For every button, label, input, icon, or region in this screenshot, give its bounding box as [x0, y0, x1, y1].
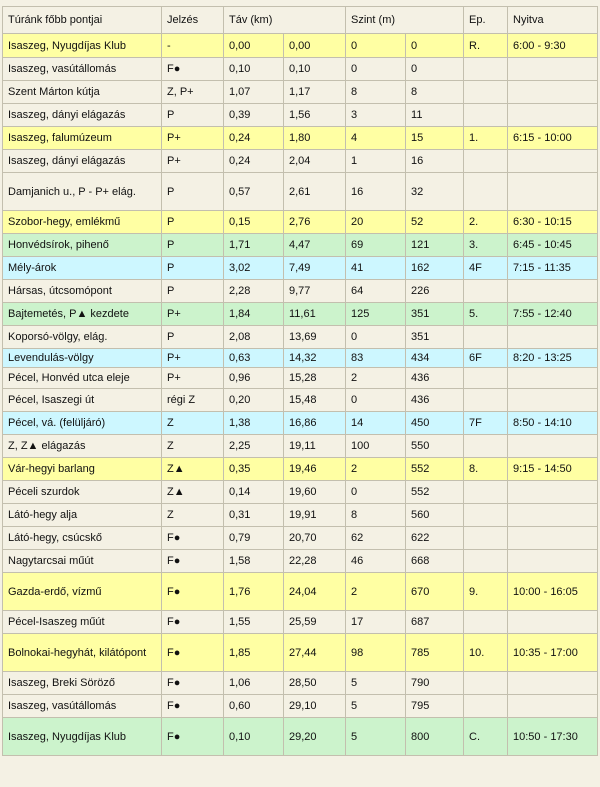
distance-segment: 0,20	[224, 389, 284, 412]
elevation-total: 8	[406, 81, 464, 104]
table-row	[3, 280, 598, 303]
elevation-segment: 20	[346, 211, 406, 234]
elevation-total: 670	[406, 573, 464, 611]
opening-hours: 6:30 - 10:15	[508, 211, 598, 234]
table-row	[3, 550, 598, 573]
distance-total: 1,56	[284, 104, 346, 127]
marking: P	[162, 234, 224, 257]
point-name: Szent Márton kútja	[3, 81, 162, 104]
opening-hours: 8:50 - 14:10	[508, 412, 598, 435]
point-name: Isaszeg, dányi elágazás	[3, 104, 162, 127]
elevation-total: 15	[406, 127, 464, 150]
point-name: Vár-hegyi barlang	[3, 458, 162, 481]
elevation-total: 622	[406, 527, 464, 550]
distance-segment: 0,57	[224, 173, 284, 211]
distance-total: 28,50	[284, 672, 346, 695]
table-row	[3, 257, 598, 280]
point-name: Isaszeg, dányi elágazás	[3, 150, 162, 173]
distance-total: 19,91	[284, 504, 346, 527]
point-name: Látó-hegy, csúcskő	[3, 527, 162, 550]
elevation-total: 121	[406, 234, 464, 257]
distance-segment: 1,07	[224, 81, 284, 104]
checkpoint	[464, 58, 508, 81]
marking: Z, P+	[162, 81, 224, 104]
elevation-segment: 17	[346, 611, 406, 634]
distance-total: 29,10	[284, 695, 346, 718]
marking: F●	[162, 718, 224, 756]
table-row	[3, 211, 598, 234]
elevation-segment: 0	[346, 389, 406, 412]
table-row	[3, 150, 598, 173]
elevation-segment: 0	[346, 58, 406, 81]
marking: P	[162, 326, 224, 349]
point-name: Isaszeg, Nyugdíjas Klub	[3, 718, 162, 756]
table-row	[3, 368, 598, 389]
elevation-segment: 0	[346, 34, 406, 58]
elevation-segment: 4	[346, 127, 406, 150]
checkpoint	[464, 695, 508, 718]
opening-hours	[508, 280, 598, 303]
table-row	[3, 672, 598, 695]
elevation-segment: 1	[346, 150, 406, 173]
checkpoint	[464, 672, 508, 695]
marking: P	[162, 173, 224, 211]
point-name: Péceli szurdok	[3, 481, 162, 504]
table-row	[3, 389, 598, 412]
table-row	[3, 326, 598, 349]
elevation-total: 351	[406, 303, 464, 326]
table-row	[3, 173, 598, 211]
elevation-total: 436	[406, 389, 464, 412]
point-name: Isaszeg, Nyugdíjas Klub	[3, 34, 162, 58]
header-open: Nyitva	[508, 7, 598, 34]
point-name: Levendulás-völgy	[3, 349, 162, 368]
header-checkpoint: Ep.	[464, 7, 508, 34]
distance-segment: 0,14	[224, 481, 284, 504]
elevation-total: 800	[406, 718, 464, 756]
point-name: Z, Z▲ elágazás	[3, 435, 162, 458]
table-row	[3, 573, 598, 611]
distance-total: 29,20	[284, 718, 346, 756]
elevation-segment: 2	[346, 573, 406, 611]
elevation-segment: 46	[346, 550, 406, 573]
distance-segment: 0,10	[224, 718, 284, 756]
checkpoint	[464, 326, 508, 349]
elevation-total: 0	[406, 34, 464, 58]
marking: P	[162, 104, 224, 127]
checkpoint: 10.	[464, 634, 508, 672]
opening-hours: 10:00 - 16:05	[508, 573, 598, 611]
marking: Z	[162, 435, 224, 458]
elevation-segment: 100	[346, 435, 406, 458]
marking: Z▲	[162, 481, 224, 504]
elevation-segment: 5	[346, 718, 406, 756]
table-row	[3, 234, 598, 257]
distance-total: 27,44	[284, 634, 346, 672]
table-row	[3, 34, 598, 58]
elevation-segment: 125	[346, 303, 406, 326]
header-points: Túránk főbb pontjai	[3, 7, 162, 34]
table-row	[3, 81, 598, 104]
distance-total: 2,04	[284, 150, 346, 173]
distance-segment: 2,08	[224, 326, 284, 349]
table-row	[3, 718, 598, 756]
distance-total: 14,32	[284, 349, 346, 368]
header-elevation: Szint (m)	[346, 7, 464, 34]
distance-segment: 1,58	[224, 550, 284, 573]
point-name: Látó-hegy alja	[3, 504, 162, 527]
checkpoint: R.	[464, 34, 508, 58]
checkpoint	[464, 280, 508, 303]
elevation-total: 351	[406, 326, 464, 349]
opening-hours	[508, 504, 598, 527]
point-name: Szobor-hegy, emlékmű	[3, 211, 162, 234]
distance-segment: 0,15	[224, 211, 284, 234]
elevation-total: 162	[406, 257, 464, 280]
elevation-total: 795	[406, 695, 464, 718]
elevation-segment: 0	[346, 481, 406, 504]
point-name: Isaszeg, vasútállomás	[3, 695, 162, 718]
distance-total: 1,17	[284, 81, 346, 104]
distance-segment: 0,63	[224, 349, 284, 368]
checkpoint: 6F	[464, 349, 508, 368]
elevation-total: 226	[406, 280, 464, 303]
opening-hours	[508, 550, 598, 573]
elevation-segment: 64	[346, 280, 406, 303]
distance-total: 19,60	[284, 481, 346, 504]
distance-total: 9,77	[284, 280, 346, 303]
elevation-total: 668	[406, 550, 464, 573]
distance-segment: 0,35	[224, 458, 284, 481]
elevation-segment: 3	[346, 104, 406, 127]
elevation-total: 52	[406, 211, 464, 234]
distance-total: 11,61	[284, 303, 346, 326]
checkpoint	[464, 611, 508, 634]
elevation-total: 16	[406, 150, 464, 173]
distance-segment: 0,79	[224, 527, 284, 550]
checkpoint: 4F	[464, 257, 508, 280]
elevation-total: 687	[406, 611, 464, 634]
distance-total: 0,00	[284, 34, 346, 58]
distance-total: 7,49	[284, 257, 346, 280]
distance-total: 24,04	[284, 573, 346, 611]
table-row	[3, 634, 598, 672]
checkpoint	[464, 527, 508, 550]
table-row	[3, 527, 598, 550]
elevation-total: 560	[406, 504, 464, 527]
marking: F●	[162, 58, 224, 81]
distance-segment: 1,76	[224, 573, 284, 611]
distance-total: 19,46	[284, 458, 346, 481]
checkpoint: 9.	[464, 573, 508, 611]
header-distance: Táv (km)	[224, 7, 346, 34]
opening-hours	[508, 611, 598, 634]
opening-hours: 7:15 - 11:35	[508, 257, 598, 280]
checkpoint: 3.	[464, 234, 508, 257]
table-row	[3, 127, 598, 150]
route-table	[2, 6, 598, 756]
checkpoint	[464, 435, 508, 458]
opening-hours	[508, 672, 598, 695]
table-row	[3, 481, 598, 504]
elevation-total: 450	[406, 412, 464, 435]
distance-segment: 0,39	[224, 104, 284, 127]
header-row	[3, 7, 598, 34]
marking: F●	[162, 672, 224, 695]
distance-segment: 0,96	[224, 368, 284, 389]
checkpoint: 1.	[464, 127, 508, 150]
marking: F●	[162, 695, 224, 718]
table-row	[3, 412, 598, 435]
opening-hours: 9:15 - 14:50	[508, 458, 598, 481]
marking: F●	[162, 527, 224, 550]
distance-segment: 0,24	[224, 127, 284, 150]
marking: Z	[162, 412, 224, 435]
distance-total: 25,59	[284, 611, 346, 634]
elevation-segment: 8	[346, 504, 406, 527]
marking: Z▲	[162, 458, 224, 481]
distance-segment: 1,38	[224, 412, 284, 435]
checkpoint	[464, 150, 508, 173]
marking: P	[162, 280, 224, 303]
opening-hours	[508, 58, 598, 81]
checkpoint: 8.	[464, 458, 508, 481]
table-row	[3, 695, 598, 718]
opening-hours: 6:00 - 9:30	[508, 34, 598, 58]
distance-segment: 0,31	[224, 504, 284, 527]
elevation-segment: 62	[346, 527, 406, 550]
distance-segment: 0,24	[224, 150, 284, 173]
marking: P+	[162, 303, 224, 326]
opening-hours: 10:50 - 17:30	[508, 718, 598, 756]
elevation-total: 790	[406, 672, 464, 695]
distance-total: 2,76	[284, 211, 346, 234]
header-marking: Jelzés	[162, 7, 224, 34]
table-row	[3, 611, 598, 634]
opening-hours	[508, 173, 598, 211]
table-row	[3, 349, 598, 368]
point-name: Damjanich u., P - P+ elág.	[3, 173, 162, 211]
marking: P	[162, 257, 224, 280]
opening-hours	[508, 368, 598, 389]
opening-hours	[508, 695, 598, 718]
distance-segment: 3,02	[224, 257, 284, 280]
opening-hours: 7:55 - 12:40	[508, 303, 598, 326]
distance-total: 1,80	[284, 127, 346, 150]
elevation-segment: 14	[346, 412, 406, 435]
distance-total: 15,28	[284, 368, 346, 389]
distance-segment: 0,60	[224, 695, 284, 718]
checkpoint	[464, 550, 508, 573]
checkpoint	[464, 389, 508, 412]
marking: régi Z	[162, 389, 224, 412]
elevation-total: 550	[406, 435, 464, 458]
marking: P+	[162, 127, 224, 150]
elevation-segment: 83	[346, 349, 406, 368]
elevation-total: 32	[406, 173, 464, 211]
point-name: Hársas, útcsomópont	[3, 280, 162, 303]
checkpoint	[464, 481, 508, 504]
opening-hours	[508, 81, 598, 104]
distance-segment: 1,84	[224, 303, 284, 326]
elevation-total: 11	[406, 104, 464, 127]
table-row	[3, 458, 598, 481]
distance-total: 4,47	[284, 234, 346, 257]
point-name: Pécel, vá. (felüljáró)	[3, 412, 162, 435]
elevation-total: 552	[406, 481, 464, 504]
point-name: Honvédsírok, pihenő	[3, 234, 162, 257]
checkpoint: 2.	[464, 211, 508, 234]
opening-hours	[508, 435, 598, 458]
opening-hours	[508, 104, 598, 127]
distance-segment: 1,71	[224, 234, 284, 257]
elevation-segment: 8	[346, 81, 406, 104]
opening-hours	[508, 150, 598, 173]
marking: F●	[162, 573, 224, 611]
distance-segment: 1,55	[224, 611, 284, 634]
marking: P	[162, 211, 224, 234]
point-name: Isaszeg, vasútállomás	[3, 58, 162, 81]
table-row	[3, 504, 598, 527]
elevation-segment: 2	[346, 458, 406, 481]
checkpoint: 7F	[464, 412, 508, 435]
distance-total: 20,70	[284, 527, 346, 550]
checkpoint	[464, 504, 508, 527]
distance-total: 19,11	[284, 435, 346, 458]
opening-hours	[508, 481, 598, 504]
opening-hours: 6:15 - 10:00	[508, 127, 598, 150]
distance-total: 16,86	[284, 412, 346, 435]
distance-segment: 0,00	[224, 34, 284, 58]
elevation-segment: 5	[346, 695, 406, 718]
distance-segment: 1,06	[224, 672, 284, 695]
point-name: Gazda-erdő, vízmű	[3, 573, 162, 611]
distance-total: 2,61	[284, 173, 346, 211]
marking: P+	[162, 368, 224, 389]
distance-segment: 2,28	[224, 280, 284, 303]
table-row	[3, 435, 598, 458]
elevation-segment: 16	[346, 173, 406, 211]
table-row	[3, 303, 598, 326]
distance-total: 0,10	[284, 58, 346, 81]
marking: F●	[162, 550, 224, 573]
elevation-total: 434	[406, 349, 464, 368]
elevation-total: 785	[406, 634, 464, 672]
elevation-total: 552	[406, 458, 464, 481]
point-name: Isaszeg, Breki Söröző	[3, 672, 162, 695]
elevation-total: 0	[406, 58, 464, 81]
point-name: Bolnokai-hegyhát, kilátópont	[3, 634, 162, 672]
distance-segment: 0,10	[224, 58, 284, 81]
checkpoint: C.	[464, 718, 508, 756]
marking: P+	[162, 349, 224, 368]
elevation-total: 436	[406, 368, 464, 389]
checkpoint	[464, 81, 508, 104]
checkpoint	[464, 368, 508, 389]
elevation-segment: 41	[346, 257, 406, 280]
table-row	[3, 58, 598, 81]
point-name: Bajtemetés, P▲ kezdete	[3, 303, 162, 326]
opening-hours	[508, 326, 598, 349]
opening-hours	[508, 527, 598, 550]
elevation-segment: 98	[346, 634, 406, 672]
distance-segment: 2,25	[224, 435, 284, 458]
marking: F●	[162, 611, 224, 634]
checkpoint	[464, 104, 508, 127]
distance-total: 15,48	[284, 389, 346, 412]
table-row	[3, 104, 598, 127]
point-name: Isaszeg, falumúzeum	[3, 127, 162, 150]
marking: Z	[162, 504, 224, 527]
elevation-segment: 69	[346, 234, 406, 257]
distance-segment: 1,85	[224, 634, 284, 672]
checkpoint	[464, 173, 508, 211]
opening-hours: 8:20 - 13:25	[508, 349, 598, 368]
checkpoint: 5.	[464, 303, 508, 326]
elevation-segment: 2	[346, 368, 406, 389]
point-name: Mély-árok	[3, 257, 162, 280]
point-name: Nagytarcsai műút	[3, 550, 162, 573]
opening-hours	[508, 389, 598, 412]
elevation-segment: 0	[346, 326, 406, 349]
opening-hours: 10:35 - 17:00	[508, 634, 598, 672]
distance-total: 13,69	[284, 326, 346, 349]
point-name: Pécel, Honvéd utca eleje	[3, 368, 162, 389]
point-name: Pécel-Isaszeg műút	[3, 611, 162, 634]
elevation-segment: 5	[346, 672, 406, 695]
marking: F●	[162, 634, 224, 672]
opening-hours: 6:45 - 10:45	[508, 234, 598, 257]
marking: P+	[162, 150, 224, 173]
marking: -	[162, 34, 224, 58]
point-name: Pécel, Isaszegi út	[3, 389, 162, 412]
point-name: Koporsó-völgy, elág.	[3, 326, 162, 349]
distance-total: 22,28	[284, 550, 346, 573]
